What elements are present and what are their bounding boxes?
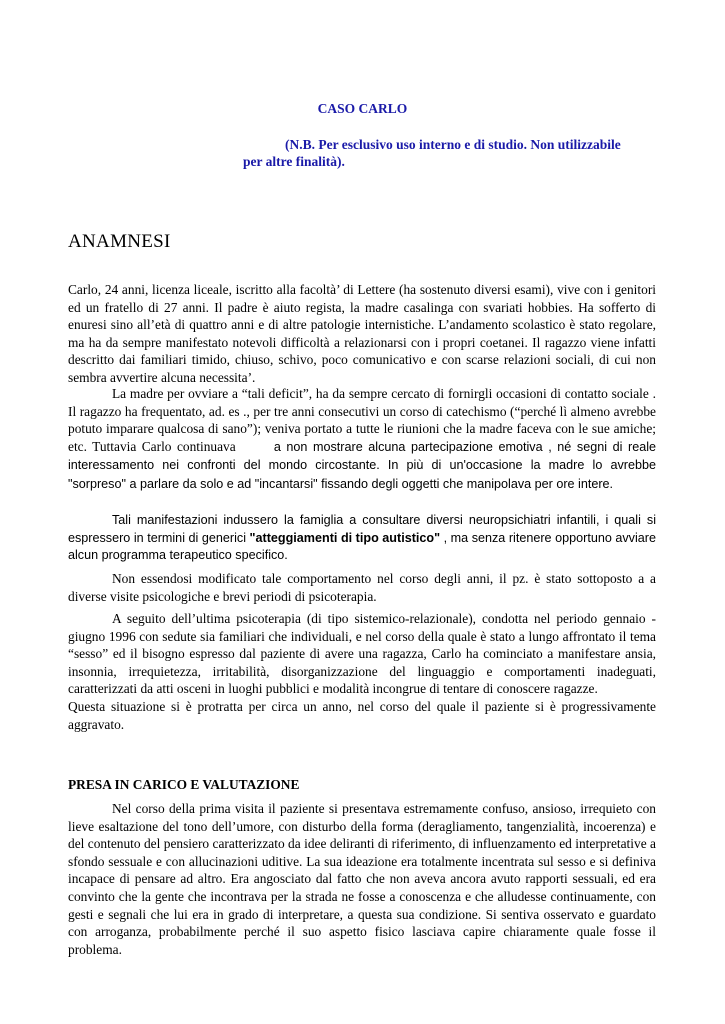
paragraph-visits <box>68 570 656 605</box>
usage-note-line-1: (N.B. Per esclusivo uso interno e di studio. Non utilizzabile <box>285 137 621 152</box>
paragraph-text: Carlo, 24 anni, licenza liceale, iscritto alla facoltà’ di Lettere (ha sostenuto diversi esami), vive con i genitori ed un fratello di 27 anni. Il padre è aiuto regista, la madre casalinga con svariati hobbies. Ha sofferto di enuresi sino all’età di quattro anni e di altre patologie internistiche. L’andamento scolastico è stato regolare, ma ha da sempre manifestato notevoli difficoltà a relazionarsi con i propri coetanei. Il ragazzo viene infatti descritto dai familiari timido, chiuso, schivo, poco comunicativo e con scarse relazioni sociali, di cui non sembra avvertire alcuna necessita’. <box>68 282 656 385</box>
paragraph-text-continued: Questa situazione si è protratta per circa un anno, nel corso del quale il paziente si è progressivamente aggravato. <box>68 698 656 732</box>
paragraph-psychotherapy <box>68 610 656 733</box>
paragraph-text: A seguito dell’ultima psicoterapia (di tipo sistemico-relazionale), condotta nel periodo gennaio - giugno 1996 con sedute sia familiari che individuali, e nel corso della quale è stato a lungo affrontato il tema “sesso” ed il bisogno espresso dal paziente di avere una ragazza, Carlo ha cominciato a manifestare ansia, insonnia, irrequietezza, irritabilità, disorganizzazione del linguaggio e comportamenti inadeguati, caratterizzati da atti osceni in luoghi pubblici e modalità incongrue di tentare di conoscere ragazze. <box>68 611 656 697</box>
paragraph-text: Non essendosi modificato tale comportamento nel corso degli anni, il pz. è stato sottoposto a a diverse visite psicologiche e brevi periodi di psicoterapia. <box>68 571 656 604</box>
paragraph-mother <box>68 385 656 494</box>
paragraph-text <box>68 512 656 565</box>
paragraph-text-part-1: Tali manifestazioni indussero la famiglia a consultare diversi neuropsichiatri infantili, i quali si espressero in termini di generici <box>68 513 656 545</box>
paragraph-text-part-3: , ma senza ritenere opportuno avviare alcun programma terapeutico specifico. <box>68 530 656 563</box>
paragraph-neuropsychiatrists <box>68 512 656 565</box>
presa-in-carico-heading: PRESA IN CARICO E VALUTAZIONE <box>68 777 300 792</box>
paragraph-text-part-1: La madre per ovviare a “tali deficit”, ha da sempre cercato di fornirgli occasioni di contatto sociale . Il ragazzo ha frequentato, ad. es ., per tre anni consecutivi un corso di catechismo (“perché lì almeno avrebbe potuto imparare qualcosa di sano”); veniva portato a tutte le riunioni che la madre faceva con le sue amiche; etc. Tuttavia Carlo continuava <box>68 386 656 454</box>
usage-note <box>243 136 657 170</box>
usage-note-line-2: per altre finalità). <box>243 154 345 169</box>
case-title: CASO CARLO <box>317 101 408 116</box>
paragraph-text-bold: "atteggiamenti di tipo autistico" <box>249 530 441 545</box>
paragraph-history <box>68 281 656 387</box>
anamnesi-heading: ANAMNESI <box>68 231 171 252</box>
paragraph-text-part-2: a non mostrare alcuna partecipazione emotiva , né segni di reale interessamento nei confronti del mondo circostante. In più di un'occasione la madre lo avrebbe "sorpreso" a parlare da solo e ad "incantarsi" fissando degli oggetti che manipolava per ore intere. <box>68 439 657 491</box>
paragraph-text <box>68 385 656 494</box>
paragraph-text: Nel corso della prima visita il paziente si presentava estremamente confuso, ansioso, irrequieto con lieve esaltazione del tono dell’umore, con disturbo della forma (deragliamento, tangenzialità, incoerenza) e del contenuto del pensiero caratterizzato da idee deliranti di riferimento, di influenzamento ed interpretative a sfondo sessuale e con allucinazioni uditive. La sua ideazione era totalmente incentrata sul sesso e si definiva incapace di pensare ad altro. Era angosciato dal fatto che non aveva ancora avuto rapporti sessuali, ed era convinto che la gente che incontrava per la strada ne fosse a conoscenza e che alludesse continuamente, con gesti e segnali che lui era in grado di interpretare, a questa sua condizione. Si sentiva osservato e guardato con arroganza, probabilmente perché il suo aspetto fisico lasciava capire chiaramente quale fosse il problema. <box>68 801 656 957</box>
paragraph-first-visit <box>68 800 656 958</box>
